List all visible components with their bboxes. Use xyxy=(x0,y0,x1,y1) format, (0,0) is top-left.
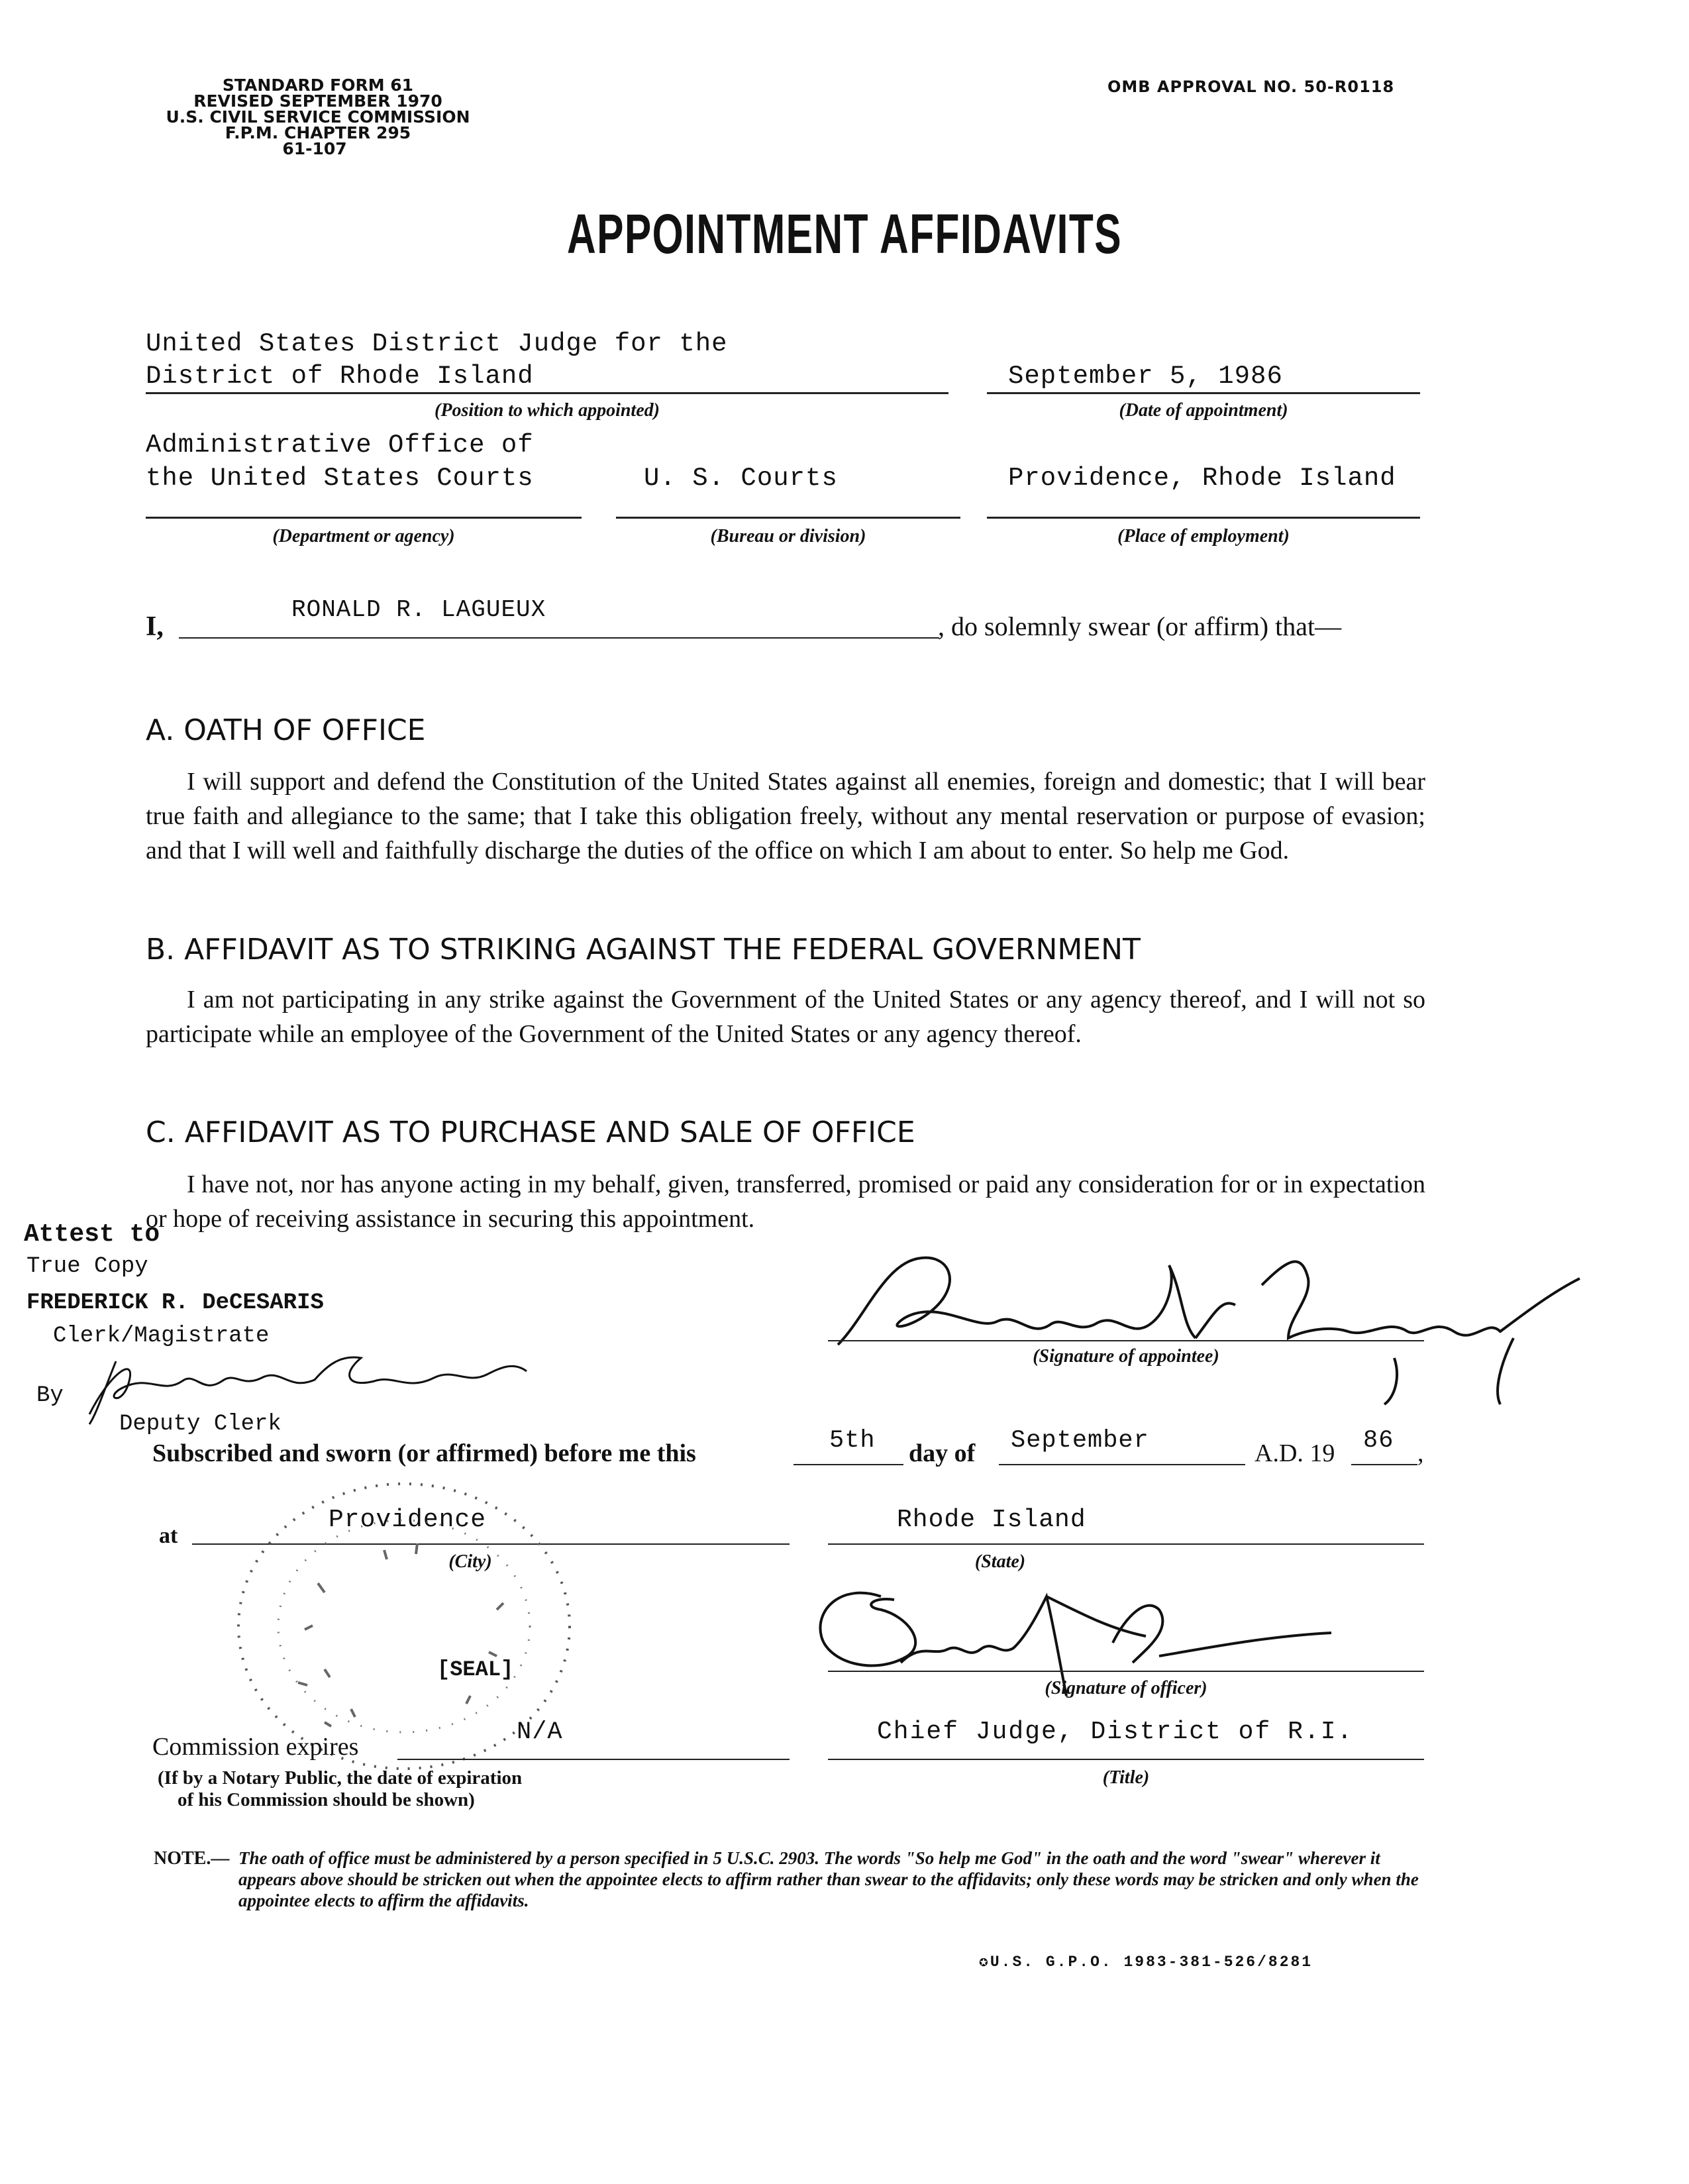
commission-rule xyxy=(397,1759,790,1760)
date-rule xyxy=(987,392,1420,394)
appointee-signature-rule xyxy=(828,1340,1424,1341)
page-title: APPOINTMENT AFFIDAVITS xyxy=(566,203,1123,265)
form-header xyxy=(146,78,490,157)
officer-title: Chief Judge, District of R.I. xyxy=(877,1718,1354,1746)
city-caption: (City) xyxy=(448,1551,492,1572)
bureau-rule xyxy=(616,517,960,519)
commission-label: Commission expires xyxy=(152,1733,359,1761)
oath-suffix: , do solemnly swear (or affirm) that— xyxy=(938,611,1342,641)
state-value: Rhode Island xyxy=(897,1506,1086,1534)
officer-signature-rule xyxy=(828,1671,1424,1672)
attest-line-5: Deputy Clerk xyxy=(119,1412,282,1437)
at-label: at xyxy=(159,1524,178,1548)
bureau-caption: (Bureau or division) xyxy=(710,526,866,546)
state-rule xyxy=(828,1543,1424,1545)
commission-caption-1: (If by a Notary Public, the date of expiration xyxy=(158,1767,523,1789)
form-agency: U.S. CIVIL SERVICE COMMISSION xyxy=(166,107,470,127)
position-line-2: District of Rhode Island xyxy=(146,362,534,391)
subscribed-year: 86 xyxy=(1363,1427,1394,1455)
commission-value: N/A xyxy=(517,1718,563,1746)
department-caption: (Department or agency) xyxy=(272,526,455,546)
month-rule xyxy=(999,1464,1245,1465)
appointee-signature-caption: (Signature of appointee) xyxy=(1033,1346,1219,1367)
form-chapter: F.P.M. CHAPTER 295 xyxy=(225,123,411,142)
subscribed-text-1: Subscribed and sworn (or affirmed) before me this xyxy=(152,1439,696,1467)
section-c-text: I have not, nor has anyone acting in my behalf, given, transferred, promised or paid any consideration for or in expectation or hope of receiving assistance in securing this appointment. xyxy=(146,1170,1425,1233)
position-rule xyxy=(146,392,948,394)
subscribed-day: 5th xyxy=(829,1427,876,1455)
place-caption: (Place of employment) xyxy=(1117,526,1290,546)
subscribed-text-3: A.D. 19 xyxy=(1254,1439,1335,1467)
section-c-heading: C. AFFIDAVIT AS TO PURCHASE AND SALE OF OFFICE xyxy=(146,1116,915,1149)
deputy-clerk-signature xyxy=(63,1335,540,1428)
department-rule xyxy=(146,517,582,519)
name-rule xyxy=(179,637,939,639)
attest-line-1: Attest to xyxy=(24,1220,160,1249)
attest-by: By xyxy=(36,1383,64,1408)
seal-label: [SEAL] xyxy=(437,1657,514,1682)
officer-signature-caption: (Signature of officer) xyxy=(1045,1678,1207,1698)
place-rule xyxy=(987,517,1420,519)
state-caption: (State) xyxy=(974,1551,1026,1572)
bureau-value: U. S. Courts xyxy=(644,464,838,493)
city-value: Providence xyxy=(329,1506,487,1534)
date-of-appointment-value: September 5, 1986 xyxy=(1008,362,1283,391)
section-b-heading: B. AFFIDAVIT AS TO STRIKING AGAINST THE FEDERAL GOVERNMENT xyxy=(146,933,1141,966)
section-b-text: I am not participating in any strike against the Government of the United States or any agency thereof, and I will not so participate while an employee of the Government of the United States or any agency thereof. xyxy=(146,986,1425,1048)
note-label: NOTE.— xyxy=(154,1848,230,1869)
omb-approval: OMB APPROVAL NO. 50-R0118 xyxy=(1107,78,1395,96)
subscribed-text-4: , xyxy=(1417,1439,1424,1467)
form-code: 61-107 xyxy=(282,139,347,158)
attest-line-2: True Copy xyxy=(26,1254,148,1279)
subscribed-text-2: day of xyxy=(909,1439,976,1467)
form-revision: REVISED SEPTEMBER 1970 xyxy=(193,91,442,111)
officer-title-rule xyxy=(828,1759,1424,1760)
officer-title-caption: (Title) xyxy=(1102,1767,1150,1788)
day-rule xyxy=(793,1464,903,1465)
date-caption: (Date of appointment) xyxy=(1119,400,1288,421)
form-number: STANDARD FORM 61 xyxy=(222,76,414,95)
subscribed-month: September xyxy=(1011,1427,1149,1455)
year-rule xyxy=(1351,1464,1417,1465)
appointee-name: RONALD R. LAGUEUX xyxy=(291,596,546,623)
commission-caption-2: of his Commission should be shown) xyxy=(178,1789,475,1810)
section-a-text: I will support and defend the Constitution of the United States against all enemies, foreign and domestic; that I will bear true faith and allegiance to the same; that I take this obligation freely, without any mental reservation or purpose of evasion; and that I will well and faithfully discharge the duties of the office on which I am about to enter. So help me God. xyxy=(146,768,1425,864)
position-line-1: United States District Judge for the xyxy=(146,329,728,358)
gpo-code: ✪U.S. G.P.O. 1983-381-526/8281 xyxy=(979,1953,1313,1971)
oath-prefix: I, xyxy=(146,611,164,642)
department-line-1: Administrative Office of xyxy=(146,431,534,460)
attest-line-3: FREDERICK R. DeCESARIS xyxy=(26,1290,324,1316)
department-line-2: the United States Courts xyxy=(146,464,534,493)
appointee-signature xyxy=(825,1239,1586,1411)
place-of-employment-value: Providence, Rhode Island xyxy=(1008,464,1396,493)
position-caption: (Position to which appointed) xyxy=(435,400,660,421)
section-a-heading: A. OATH OF OFFICE xyxy=(146,713,426,747)
attest-line-4: Clerk/Magistrate xyxy=(53,1324,270,1349)
note-text: The oath of office must be administered by a person specified in 5 U.S.C. 2903. The words "So help me God" in the oath and the word "swear" wherever it appears above should be stricken out when the appointee elects to affirm rather than swear to the affidavits; only these words may be stricken and only when the appointee elects to affirm the affidavits. xyxy=(238,1848,1419,1910)
